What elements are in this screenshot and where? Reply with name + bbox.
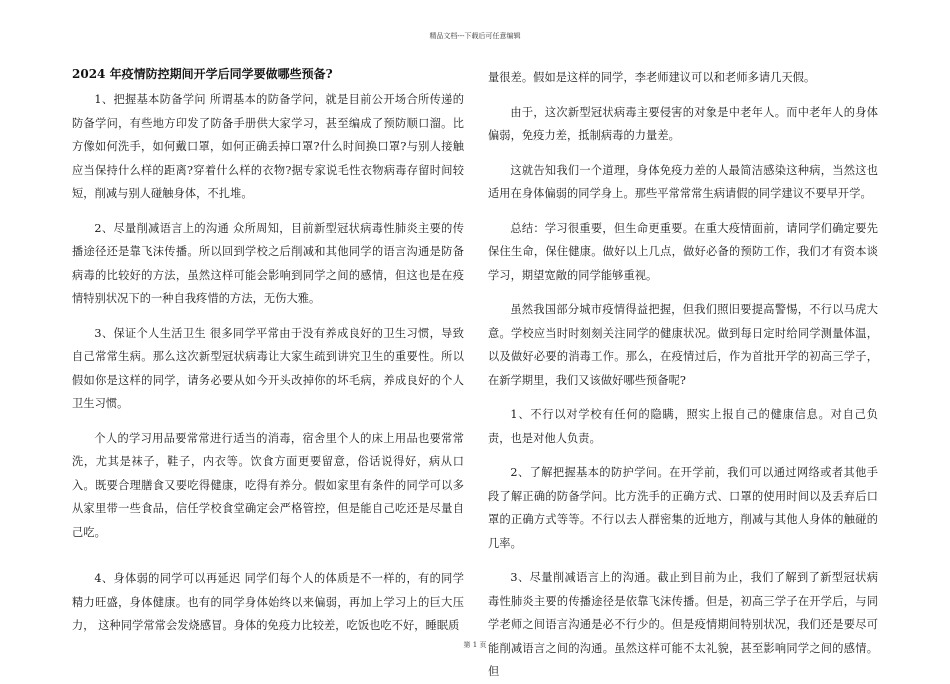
paragraph-6: 量很差。假如是这样的同学，李老师建议可以和老师多请几天假。 — [488, 71, 816, 84]
page-footer: 第 1 页 — [463, 641, 487, 649]
paragraph-10: 虽然我国部分城市疫情得益把握，但我们照旧要提高警惕，不行以马虎大意。学校应当时时刻刻关注同学的健康状况。做到每日定时给同学测量体温，以及做好必要的消毒工作。那么，在疫情过后，作为首批开学的初高三学子，在新学期里，我们又该做好哪些预备呢? — [488, 303, 878, 387]
paragraph-11: 1、不行以对学校有任何的隐瞒，照实上报自己的健康信息。对自己负责，也是对他人负责。 — [488, 408, 878, 445]
paragraph-3: 3、保证个人生活卫生 很多同学平常由于没有养成良好的卫生习惯，导致自己常常生病。那么这次新型冠状病毒让大家生疏到讲究卫生的重要性。所以假如你是这样的同学，请务必要从如今开头改掉你的坏毛病，养成良好的个人卫生习惯。 — [72, 326, 464, 410]
paragraph-13: 3、尽量削减语言上的沟通。截止到目前为止，我们了解到了新型冠状病毒性肺炎主要的传播途径是依靠飞沫传播。但是，初高三学子在开学后，与同学老师之间语言沟通是必不行少的。但是疫情期间特别状况，我们还是要尽可能削减语言之间的沟通。虽然这样可能不太礼貌，甚至影响同学之间的感情。但 — [488, 571, 878, 678]
left-column — [72, 66, 464, 638]
paragraph-2: 2、尽量削减语言上的沟通 众所周知，目前新型冠状病毒性肺炎主要的传播途径还是靠飞沫传播。所以回到学校之后削减和其他同学的语言沟通是防备病毒的比较好的方法，虽然这样可能会影响到同学之间的感情，但这也是在疫情特别状况下的一种自我疼惜的方法，无伤大雅。 — [72, 221, 464, 305]
paragraph-4: 个人的学习用品要常常进行适当的消毒，宿舍里个人的床上用品也要常常洗，尤其是袜子，鞋子，内衣等。饮食方面更要留意，俗话说得好，病从口入。既要合理膳食又要吃得健康，吃得有养分。假如家里有条件的同学可以多从家里带一些食品，信任学校食堂确定会严格管控，但是能自己吃还是尽量自己吃。 — [72, 431, 464, 539]
paragraph-8: 这就告知我们一个道理，身体免疫力差的人最简洁感染这种病，当然这也适用在身体偏弱的同学身上。那些平常常常生病请假的同学建议不要早开学。 — [488, 163, 878, 200]
paragraph-7: 由于，这次新型冠状病毒主要侵害的对象是中老年人。而中老年人的身体偏弱，免疫力差，抵制病毒的力量差。 — [488, 105, 878, 142]
paragraph-12: 2、了解把握基本的防护学问。在开学前，我们可以通过网络或者其他手段了解正确的防备学问。比方洗手的正确方式、口罩的使用时间以及丢弃后口罩的正确方式等等。不行以去人群密集的近地方，削减与其他人身体的触碰的几率。 — [488, 466, 878, 550]
document-title: 2024 年疫情防控期间开学后同学要做哪些预备? — [72, 67, 333, 81]
paragraph-5: 4、身体弱的同学可以再延迟 同学们每个人的体质是不一样的，有的同学精力旺盛，身体健康。也有的同学身体始终以来偏弱，再加上学习上的巨大压力， 这种同学常常会发烧感冒。身体的免疫力比较差，吃饭也吃不好，睡眠质 — [72, 572, 464, 632]
right-column — [488, 66, 878, 684]
paragraph-9: 总结：学习很重要，但生命更重要。在重大疫情面前，请同学们确定要先保住生命，保住健康。做好以上几点，做好必备的预防工作，我们才有资本谈学习，期望宽敞的同学能够重视。 — [488, 221, 878, 282]
paragraph-1: 1、把握基本防备学问 所谓基本的防备学问，就是目前公开场合所传递的防备学问，有些地方印发了防备手册供大家学习，甚至编成了预防顺口溜。比方像如何洗手，如何戴口罩，如何正确丢掉口罩?什么时间换口罩?与别人接触应当保持什么样的距离?穿着什么样的衣物?据专家说毛性衣物病毒存留时间较短，削减与别人碰触身体，不扎堆。 — [72, 93, 464, 200]
page-header: 精品文档---下载后可任意编辑 — [429, 32, 521, 40]
